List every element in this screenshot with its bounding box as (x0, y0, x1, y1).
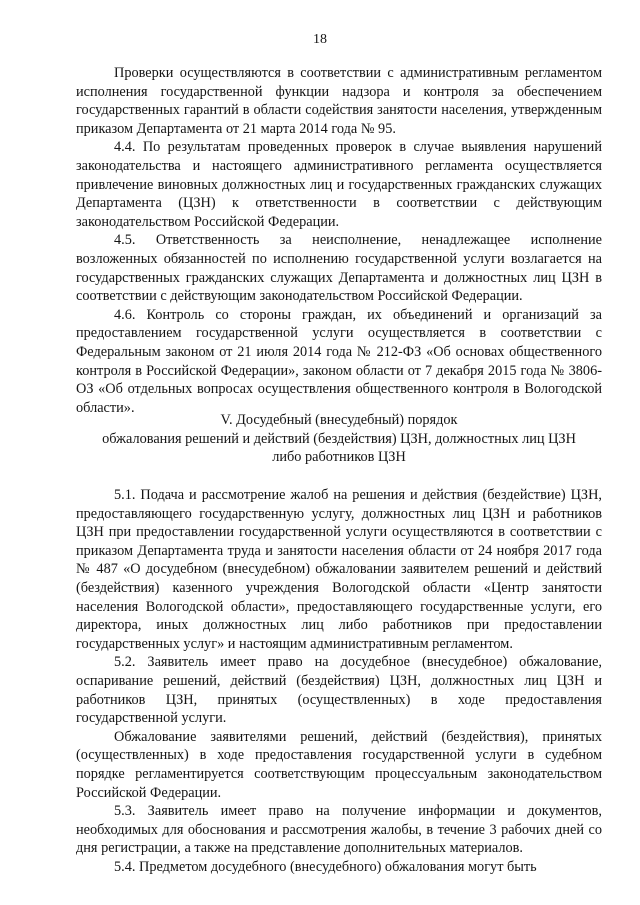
section-5-text (76, 486, 602, 876)
paragraph-inspections: Проверки осуществляются в соответствии с административным регламентом исполнения государственной функции надзора и контроля за обеспечением государственных гарантий в области содействия занятости населения, утвержденным приказом Департамента от 21 марта 2014 года № 95. (76, 65, 602, 137)
paragraph-4-5: 4.5. Ответственность за неисполнение, ненадлежащее исполнение возложенных обязанностей по исполнению государственной услуги возлагается на государственных гражданских служащих Департамента и должностных лиц ЦЗН в соответствии с действующим законодательством Российской Федерации. (76, 232, 602, 305)
heading-line-2: обжалования решений и действий (бездействия) ЦЗН, должностных лиц ЦЗН (102, 430, 576, 447)
paragraph-5-3: 5.3. Заявитель имеет право на получение информации и документов, необходимых для обоснования и рассмотрения жалобы, в течение 3 рабочих дней со дня регистрации, а также на представление дополнительных материалов. (76, 803, 602, 857)
section-5-heading (76, 411, 602, 467)
section-4-text (76, 64, 602, 417)
paragraph-5-1: 5.1. Подача и рассмотрение жалоб на решения и действия (бездействие) ЦЗН, предоставляющего государственную услугу, должностных лиц ЦЗН и работников ЦЗН при предоставлении государственной услуги осуществляются в соответствии с приказом Департамента труда и занятости населения области от 24 ноября 2017 года № 487 «О досудебном (внесудебном) обжаловании заявителем решений и действий (бездействия) казенного учреждения Вологодской области «Центр занятости населения Вологодской области», предоставляющего государственные услуги, его директора, иных должностных лиц либо работников при предоставлении государственных услуг» и настоящим административным регламентом. (76, 487, 602, 652)
paragraph-5-4: 5.4. Предметом досудебного (внесудебного) обжалования могут быть (114, 858, 537, 875)
paragraph-4-6: 4.6. Контроль со стороны граждан, их объединений и организаций за предоставлением государственной услуги осуществляется в соответствии с Федеральным законом от 21 июля 2014 года № 212-ФЗ «Об основах общественного контроля в Российской Федерации», законом области от 7 декабря 2015 года № 3806-ОЗ «Об отдельных вопросах осуществления общественного контроля в Вологодской области». (76, 306, 602, 416)
heading-line-1: V. Досудебный (внесудебный) порядок (220, 412, 458, 428)
paragraph-4-4: 4.4. По результатам проведенных проверок в случае выявления нарушений законодательства и настоящего административного регламента осуществляется привлечение виновных должностных лиц и государственных гражданских служащих Департамента (ЦЗН) к ответственности в соответствии с действующим законодательством Российской Федерации. (76, 139, 602, 230)
page-number: 18 (313, 32, 327, 47)
heading-line-3: либо работников ЦЗН (272, 449, 406, 466)
paragraph-appeal-court: Обжалование заявителями решений, действий (бездействия), принятых (осуществленных) в ходе предоставления государственной услуги в судебном порядке регламентируется соответствующим процессуальным законодательством Российской Федерации. (76, 728, 602, 801)
paragraph-5-2: 5.2. Заявитель имеет право на досудебное (внесудебное) обжалование, оспаривание решений, действий (бездействия) ЦЗН, должностных лиц ЦЗН и работников ЦЗН, принятых (осуществленных) в ходе предоставления государственной услуги. (76, 654, 602, 727)
